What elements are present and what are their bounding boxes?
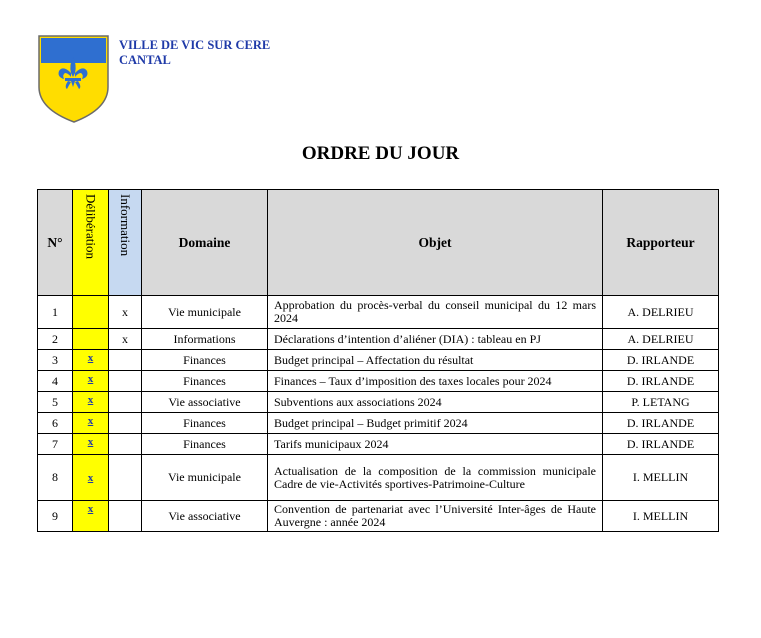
row-deliberation: x xyxy=(73,455,109,501)
row-objet: Approbation du procès-verbal du conseil municipal du 12 mars 2024 xyxy=(268,296,603,329)
row-objet: Déclarations d’intention d’aliéner (DIA) : tableau en PJ xyxy=(268,329,603,350)
page-title: ORDRE DU JOUR xyxy=(301,143,460,164)
row-rapporteur: P. LETANG xyxy=(603,392,719,413)
row-rapporteur: D. IRLANDE xyxy=(603,350,719,371)
town-crest-logo xyxy=(38,35,109,123)
row-deliberation xyxy=(73,329,109,350)
row-domaine: Vie associative xyxy=(142,392,268,413)
row-domaine: Finances xyxy=(142,434,268,455)
row-objet: Finances – Taux d’imposition des taxes locales pour 2024 xyxy=(268,371,603,392)
row-num: 6 xyxy=(38,413,73,434)
row-information: x xyxy=(109,329,142,350)
header-deliberation: Délibération xyxy=(73,190,109,296)
row-information: x xyxy=(109,296,142,329)
row-rapporteur: A. DELRIEU xyxy=(603,329,719,350)
row-rapporteur: D. IRLANDE xyxy=(603,434,719,455)
row-rapporteur: I. MELLIN xyxy=(603,501,719,532)
row-domaine: Finances xyxy=(142,350,268,371)
table-row xyxy=(38,455,719,501)
row-objet: Actualisation de la composition de la commission municipale Cadre de vie-Activités sportives-Patrimoine-Culture xyxy=(268,455,603,501)
table-row xyxy=(38,371,719,392)
row-num: 4 xyxy=(38,371,73,392)
table-row xyxy=(38,329,719,350)
agenda-table xyxy=(37,189,719,532)
header-objet: Objet xyxy=(268,190,603,296)
table-row xyxy=(38,413,719,434)
row-rapporteur: D. IRLANDE xyxy=(603,413,719,434)
header-rapporteur: Rapporteur xyxy=(603,190,719,296)
row-information xyxy=(109,434,142,455)
table-row xyxy=(38,434,719,455)
town-name-line1: VILLE DE VIC SUR CERE xyxy=(119,38,271,52)
row-domaine: Finances xyxy=(142,413,268,434)
row-domaine: Vie municipale xyxy=(142,455,268,501)
row-domaine: Vie municipale xyxy=(142,296,268,329)
row-domaine: Finances xyxy=(142,371,268,392)
row-num: 8 xyxy=(38,455,73,501)
table-row xyxy=(38,501,719,532)
table-row xyxy=(38,392,719,413)
row-rapporteur: I. MELLIN xyxy=(603,455,719,501)
row-deliberation xyxy=(73,296,109,329)
row-information xyxy=(109,455,142,501)
row-objet: Budget principal – Affectation du résultat xyxy=(268,350,603,371)
row-deliberation: x xyxy=(73,350,109,371)
row-num: 5 xyxy=(38,392,73,413)
row-domaine: Informations xyxy=(142,329,268,350)
row-deliberation: x xyxy=(73,434,109,455)
row-num: 3 xyxy=(38,350,73,371)
table-header-row xyxy=(38,190,719,296)
row-num: 9 xyxy=(38,501,73,532)
header-information: Information xyxy=(109,190,142,296)
table-row xyxy=(38,296,719,329)
row-objet: Convention de partenariat avec l’Université Inter-âges de Haute Auvergne : année 2024 xyxy=(268,501,603,532)
town-name xyxy=(119,38,270,68)
header-num: N° xyxy=(38,190,73,296)
town-name-line2: CANTAL xyxy=(119,53,171,67)
row-information xyxy=(109,392,142,413)
row-deliberation: x xyxy=(73,413,109,434)
row-rapporteur: A. DELRIEU xyxy=(603,296,719,329)
row-deliberation: x xyxy=(73,392,109,413)
row-information xyxy=(109,371,142,392)
row-num: 7 xyxy=(38,434,73,455)
row-information xyxy=(109,501,142,532)
row-num: 1 xyxy=(38,296,73,329)
row-information xyxy=(109,350,142,371)
row-domaine: Vie associative xyxy=(142,501,268,532)
row-deliberation: x xyxy=(73,501,109,532)
row-num: 2 xyxy=(38,329,73,350)
row-deliberation: x xyxy=(73,371,109,392)
row-objet: Budget principal – Budget primitif 2024 xyxy=(268,413,603,434)
row-objet: Subventions aux associations 2024 xyxy=(268,392,603,413)
row-rapporteur: D. IRLANDE xyxy=(603,371,719,392)
row-information xyxy=(109,413,142,434)
header-domaine: Domaine xyxy=(142,190,268,296)
table-row xyxy=(38,350,719,371)
row-objet: Tarifs municipaux 2024 xyxy=(268,434,603,455)
